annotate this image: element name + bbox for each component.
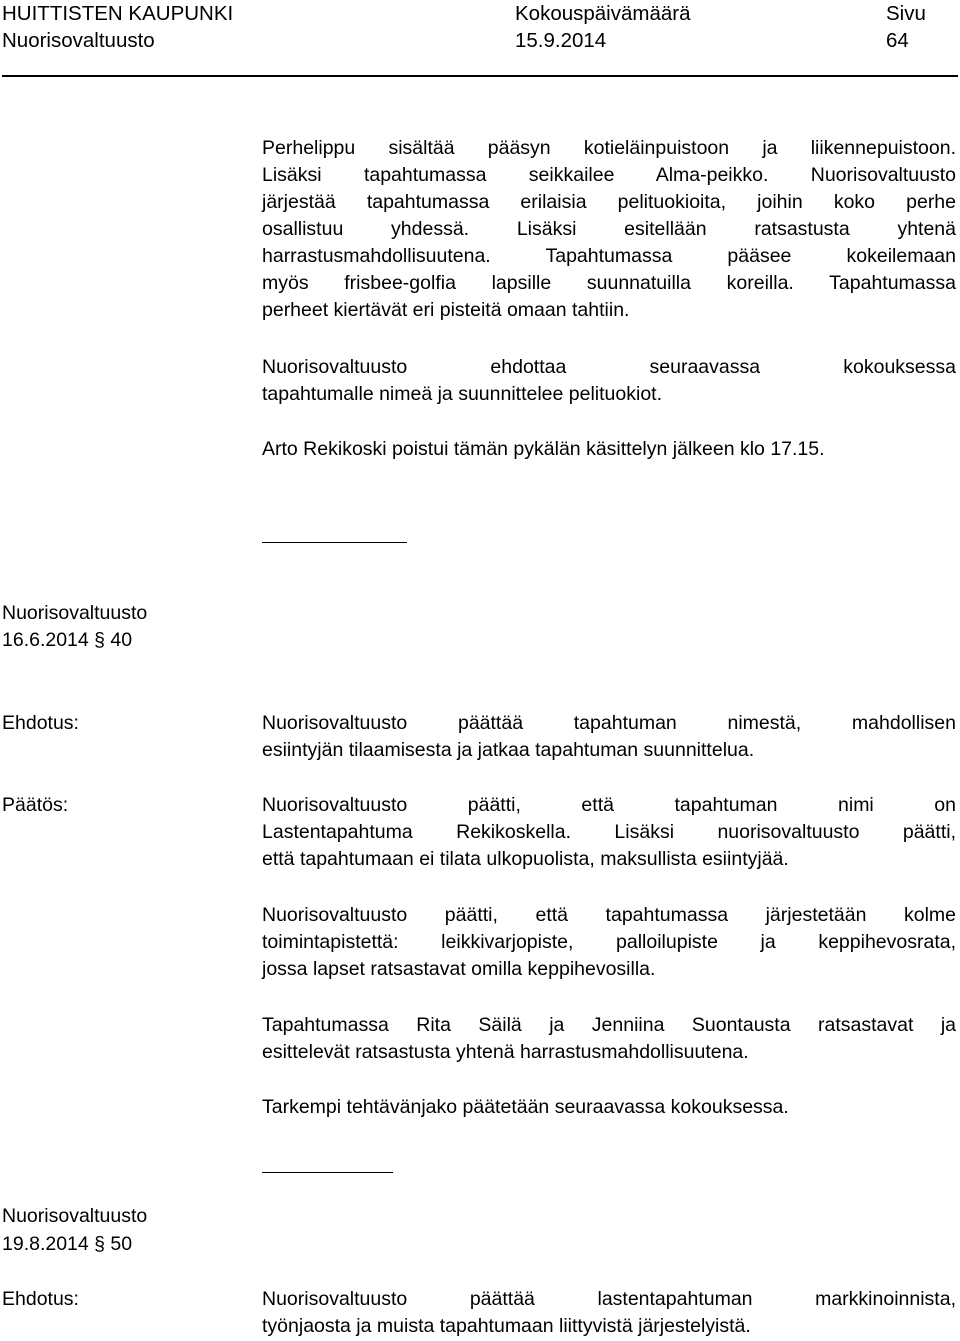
section2-body: Nuorisovaltuusto bbox=[2, 1205, 148, 1227]
text-line: Lastentapahtuma Rekikoskella. Lisäksi nuorisovaltuusto päätti, bbox=[262, 821, 956, 843]
intro-paragraph-1 bbox=[262, 135, 956, 324]
header-page-label: Sivu bbox=[886, 2, 926, 25]
section1-ref: 16.6.2014 § 40 bbox=[2, 629, 133, 651]
section1-body: Nuorisovaltuusto bbox=[2, 602, 148, 624]
text-line: Nuorisovaltuusto päätti, että tapahtumassa järjestetään kolme bbox=[262, 904, 956, 926]
section2-ehdotus-label: Ehdotus: bbox=[2, 1288, 79, 1310]
header-date-label: Kokouspäivämäärä bbox=[515, 2, 691, 25]
header-page: 64 bbox=[886, 29, 909, 52]
section2-ref: 19.8.2014 § 50 bbox=[2, 1233, 133, 1255]
text-line: esittelevät ratsastusta yhtenä harrastusmahdollisuutena. bbox=[262, 1041, 749, 1063]
header-body: Nuorisovaltuusto bbox=[2, 29, 155, 52]
text-line: Nuorisovaltuusto ehdottaa seuraavassa kokouksessa bbox=[262, 356, 956, 378]
section1-paatos-text bbox=[262, 792, 956, 873]
section1-paragraph-4 bbox=[262, 1094, 956, 1121]
section1-paragraph-2 bbox=[262, 902, 956, 983]
intro-paragraph-2 bbox=[262, 354, 956, 408]
text-line: Arto Rekikoski poistui tämän pykälän käsittelyn jälkeen klo 17.15. bbox=[262, 438, 825, 460]
text-line: Perhelippu sisältää pääsyn kotieläinpuistoon ja liikennepuistoon. bbox=[262, 137, 956, 159]
text-line: osallistuu yhdessä. Lisäksi esitellään ratsastusta yhtenä bbox=[262, 218, 956, 240]
text-line: Nuorisovaltuusto päätti, että tapahtuman nimi on bbox=[262, 794, 956, 816]
intro-paragraph-3 bbox=[262, 436, 956, 463]
text-line: Lisäksi tapahtumassa seikkailee Alma-peikko. Nuorisovaltuusto bbox=[262, 164, 956, 186]
text-line: perheet kiertävät eri pisteitä omaan tahtiin. bbox=[262, 299, 630, 321]
text-line: järjestää tapahtumassa erilaisia pelituokioita, joihin koko perhe bbox=[262, 191, 956, 213]
section1-ehdotus-label: Ehdotus: bbox=[2, 712, 79, 734]
section-separator bbox=[262, 542, 407, 543]
section1-ehdotus-text bbox=[262, 710, 956, 764]
section1-paatos-label: Päätös: bbox=[2, 794, 69, 816]
text-line: esiintyjän tilaamisesta ja jatkaa tapahtuman suunnittelua. bbox=[262, 739, 755, 761]
text-line: että tapahtumaan ei tilata ulkopuolista, maksullista esiintyjää. bbox=[262, 848, 789, 870]
text-line: tapahtumalle nimeä ja suunnittelee pelituokiot. bbox=[262, 383, 663, 405]
section-separator bbox=[262, 1172, 393, 1173]
section2-ehdotus-text bbox=[262, 1286, 956, 1340]
text-line: Nuorisovaltuusto päättää tapahtuman nimestä, mahdollisen bbox=[262, 712, 956, 734]
text-line: harrastusmahdollisuutena. Tapahtumassa pääsee kokeilemaan bbox=[262, 245, 956, 267]
section1-paragraph-3 bbox=[262, 1012, 956, 1066]
header-rule bbox=[2, 75, 958, 77]
header-org: HUITTISTEN KAUPUNKI bbox=[2, 2, 234, 25]
text-line: työnjaosta ja muista tapahtumaan liittyvistä järjestelyistä. bbox=[262, 1315, 751, 1337]
text-line: jossa lapset ratsastavat omilla keppihevosilla. bbox=[262, 958, 656, 980]
text-line: Tapahtumassa Rita Säilä ja Jenniina Suontausta ratsastavat ja bbox=[262, 1014, 956, 1036]
text-line: toimintapistettä: leikkivarjopiste, palloilupiste ja keppihevosrata, bbox=[262, 931, 956, 953]
text-line: Nuorisovaltuusto päättää lastentapahtuman markkinoinnista, bbox=[262, 1288, 956, 1310]
text-line: Tarkempi tehtävänjako päätetään seuraavassa kokouksessa. bbox=[262, 1096, 789, 1118]
text-line: myös frisbee-golfia lapsille suunnatuilla koreilla. Tapahtumassa bbox=[262, 272, 956, 294]
header-date: 15.9.2014 bbox=[515, 29, 607, 52]
